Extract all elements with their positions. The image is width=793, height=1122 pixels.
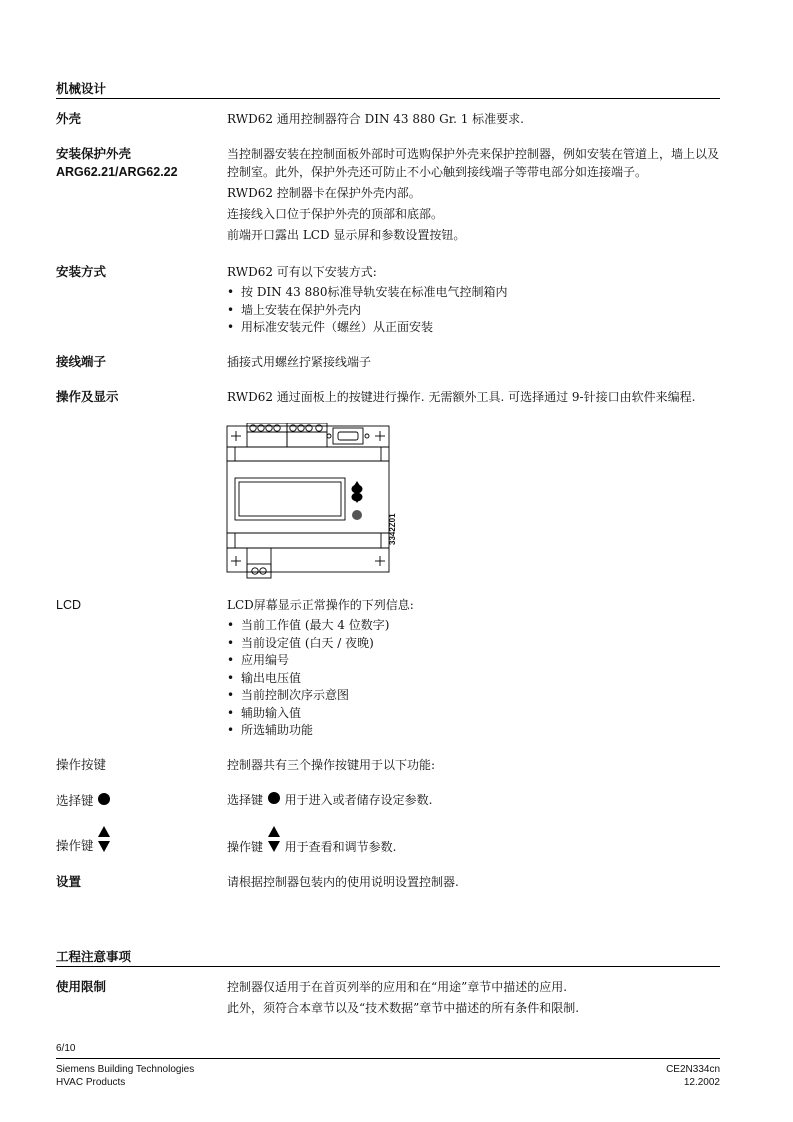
section-title-engineering: 工程注意事项 (56, 950, 132, 964)
text-protective (227, 145, 721, 247)
list-item: • 当前控制次序示意图 (227, 687, 721, 705)
list-item: • 用标准安装元件（螺丝）从正面安装 (227, 319, 721, 337)
text-lcd (227, 596, 721, 740)
list-item: • 当前设定值 (白天 / 夜晚) (227, 635, 721, 653)
footer-company: Siemens Building Technologies (56, 1064, 195, 1075)
text-settings: 请根据控制器包装内的使用说明设置控制器. (227, 875, 459, 889)
select-label-text: 选择键 (56, 793, 94, 808)
label-keys: 操作按键 (56, 758, 107, 772)
text-opkey (227, 825, 721, 860)
limits-p1: 控制器仅适用于在首页列举的应用和在“用途”章节中描述的应用. (227, 980, 568, 994)
select-dot-icon (97, 792, 111, 811)
label-opkey (56, 825, 111, 860)
select-text-a: 选择键 (227, 793, 264, 807)
list-item: • 按 DIN 43 880标准导轨安装在标准电气控制箱内 (227, 284, 721, 302)
section-rule (56, 98, 720, 99)
list-item: • 墙上安装在保护外壳内 (227, 302, 721, 320)
label-operation: 操作及显示 (56, 390, 119, 404)
text-select (227, 791, 721, 810)
label-terminals: 接线端子 (56, 355, 107, 369)
protective-p4: 前端开口露出 LCD 显示屏和参数设置按钮。 (227, 228, 466, 242)
section-rule (56, 966, 720, 967)
lcd-intro: LCD屏幕显示正常操作的下列信息: (227, 598, 414, 612)
section-title-mechanical: 机械设计 (56, 82, 107, 96)
footer-division: HVAC Products (56, 1077, 126, 1088)
page-number: 6/10 (56, 1043, 76, 1054)
opkey-text-a: 操作键 (227, 840, 264, 854)
text-housing: RWD62 通用控制器符合 DIN 43 880 Gr. 1 标准要求. (227, 112, 525, 126)
text-limits (227, 978, 721, 1020)
text-terminals: 插接式用螺丝拧紧接线端子 (227, 355, 372, 369)
list-item: • 输出电压值 (227, 670, 721, 688)
label-limits: 使用限制 (56, 980, 107, 994)
controller-drawing (225, 423, 405, 579)
limits-p2: 此外，须符合本章节以及“技术数据”章节中描述的所有条件和限制. (227, 1001, 580, 1015)
text-mounting (227, 263, 721, 337)
opkey-label-text: 操作键 (56, 839, 94, 853)
protective-p3: 连接线入口位于保护外壳的顶部和底部。 (227, 207, 444, 221)
text-operation: RWD62 通过面板上的按键进行操作. 无需额外工具. 可选择通过 9-针接口由软件来编程. (227, 390, 696, 404)
label-protective: 安装保护外壳 (56, 147, 132, 161)
footer-doc-id: CE2N334cn (666, 1064, 720, 1075)
text-keys: 控制器共有三个操作按键用于以下功能: (227, 758, 436, 772)
lcd-list (227, 617, 721, 740)
label-mounting: 安装方式 (56, 265, 107, 279)
mounting-intro: RWD62 可有以下安装方式: (227, 265, 377, 279)
protective-p2: RWD62 控制器卡在保护外壳内部。 (227, 186, 421, 200)
label-select (56, 792, 111, 811)
list-item: • 辅助输入值 (227, 705, 721, 723)
label-housing: 外壳 (56, 112, 82, 126)
footer-date: 12.2002 (683, 1077, 720, 1088)
mounting-list (227, 284, 721, 337)
label-settings: 设置 (56, 875, 82, 889)
select-dot-icon (267, 791, 281, 810)
opkey-text-b: 用于查看和调节参数. (284, 840, 397, 854)
list-item: • 当前工作值 (最大 4 位数字) (227, 617, 721, 635)
figure-code: 3342Z01 (388, 513, 397, 545)
label-lcd: LCD (56, 598, 82, 612)
up-down-arrows-icon (267, 825, 281, 860)
up-down-arrows-icon (97, 825, 111, 860)
list-item: • 所选辅助功能 (227, 722, 721, 740)
footer-rule (56, 1058, 720, 1059)
protective-p1: 当控制器安装在控制面板外部时可选购保护外壳来保护控制器，例如安装在管道上，墙上以及控制室。此外，保护外壳还可防止不小心触到接线端子等带电部分如连接端子。 (227, 147, 720, 179)
select-text-b: 用于进入或者储存设定参数. (284, 793, 433, 807)
list-item: • 应用编号 (227, 652, 721, 670)
label-protective-model: ARG62.21/ARG62.22 (56, 165, 178, 179)
